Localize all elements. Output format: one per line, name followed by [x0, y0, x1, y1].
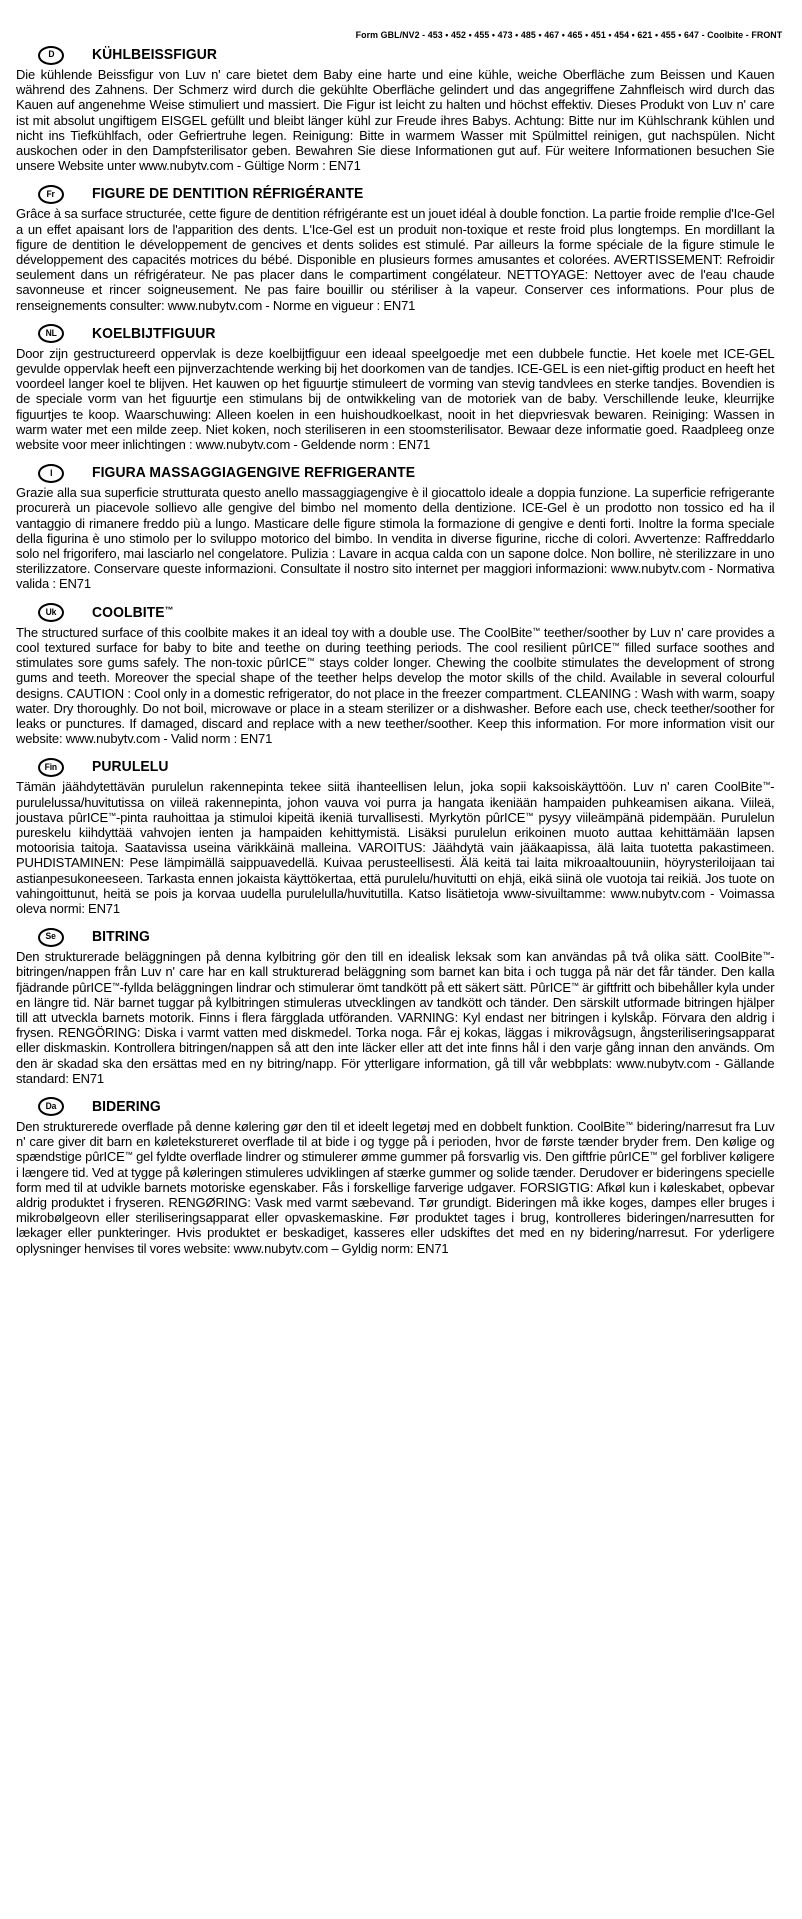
section-title: COOLBITE™ [92, 604, 174, 621]
trademark-icon: ™ [111, 980, 120, 990]
country-badge-netherlands-icon [38, 324, 64, 343]
trademark-icon: ™ [532, 626, 541, 636]
country-badge-united-kingdom-icon [38, 603, 64, 622]
country-badge-france-icon [38, 185, 64, 204]
country-code-label: Se [45, 931, 57, 943]
section-header [16, 756, 786, 778]
language-section-denmark [16, 1096, 786, 1256]
trademark-icon: ™ [164, 604, 174, 615]
country-badge-italy-icon [38, 464, 64, 483]
country-badge-sweden-icon [38, 928, 64, 947]
section-title: BITRING [92, 929, 150, 946]
trademark-icon: ™ [525, 811, 534, 821]
section-body-text: Grazie alla sua superficie strutturata questo anello massaggiagengive è il giocattolo ideale a doppia funzione. La superficie refrigerante procurerà un piacevole sollievo alle gengive del bimbo nel momento della dentizione. ICE-Gel è un prodotto non tossico ed ha il vantaggio di rimanere freddo più a lungo. Masticare delle figure stimola la formazione di gengive e denti forti. Inoltre la forma speciale della figurina è uno stimolo per lo sviluppo motorico del bimbo. In vendita in diverse figurine, ricche di colori. Avvertenze: Raffreddarlo solo nel frigorifero, mai lasciarlo nel congelatore. Pulizia : Lavare in acqua calda con un sapone dolce. Non bollire, nè sterilizzare in uno sterilizzatore. Conservare queste informazioni. Consultate il nostro sito internet per maggiori informazioni: www.nubytv.com - Normativa valida : EN71 [16, 485, 775, 592]
language-section-finland [16, 756, 786, 916]
section-title: KÜHLBEISSFIGUR [92, 47, 218, 63]
language-section-germany [16, 44, 786, 173]
form-code-line: Form GBL/NV2 - 453 • 452 • 455 • 473 • 485 • 467 • 465 • 451 • 454 • 621 • 455 • 647 - Coolbite - FRONT [355, 30, 783, 41]
section-header [16, 1096, 786, 1118]
country-badge-denmark-icon [38, 1097, 64, 1116]
section-title: BIDERING [92, 1098, 161, 1115]
trademark-icon: ™ [762, 950, 771, 960]
country-code-label: Fin [44, 761, 58, 773]
trademark-icon: ™ [108, 811, 116, 821]
country-code-label: Fr [46, 188, 56, 200]
section-body-text: Den strukturerade beläggningen på denna kylbitring gör den till en idealisk leksak som kan användas på två olika sätt. CoolBite™-bitringen/nappen från Luv n' care har en kall strukturerad beläggning som barnet kan bita i och tugga på när det får tänder. Den kalla fjädrande pûrICE™-fyllda beläggningen lindrar och stimulerar ömt tandkött på ett säkert sätt. PûrICE™ är giftfritt och bibehåller kyla under en längre tid. När barnet tuggar på kylbitringen stimuleras utvecklingen av tandkött och tänder. Den särskilt utformade bitringen hjälper till att utveckla barnets motorik. Finns i flera färgglada utföranden. VARNING: Kyl endast ner bitringen i kylskåp. Förvara den aldrig i frysen. RENGÖRING: Diska i varmt vatten med diskmedel. Torka noga. Får ej kokas, läggas i mikrovågsugn, ångsteriliseringsapparat eller diskmaskin. Kontrollera bitringen/nappen så att den inte läcker eller att det inte finns hål i den varje gång innan den används. Om den är skadad ska den ersättas med en ny bitring/napp. För ytterligare information, gå till vår webbplats: www.nubytv.com - Gällande standard: EN71 [16, 949, 775, 1086]
trademark-icon: ™ [762, 780, 771, 790]
section-title: PURULELU [92, 759, 169, 776]
section-body-text: The structured surface of this coolbite makes it an ideal toy with a double use. The CoolBite™ teether/soother by Luv n' care provides a cool textured surface for baby to bite and teethe on during teething periods. The cool resilient pûrICE™ filled surface soothes and stimulates sore gums safely. The non-toxic pûrICE™ stays colder longer. Chewing the coolbite stimulates the development of strong gums and teeth. Moreover the special shape of the teether helps develop the motor skills of the child. Available in several colourful designs. CAUTION : Cool only in a domestic refrigerator, do not place in the freezer compartment. CLEANING : Wash with warm, soapy water. Dry thoroughly. Do not boil, microwave or place in a steam sterilizer or a dishwasher. Before each use, check teether/soother for leaks or punctures. If damaged, discard and replace with a new teether/soother. Keep this information. For more information visit our website: www.nubytv.com - Valid norm : EN71 [16, 624, 775, 747]
section-body-text: Door zijn gestructureerd oppervlak is deze koelbijtfiguur een ideaal speelgoedje met een dubbele functie. Het koele met ICE-GEL gevulde oppervlak heeft een pijnverzachtende werking bij het doorkomen van de tandjes. ICE-GEL is een niet-giftig product en heeft het voordeel langer koel te blijven. Het kauwen op het figuurtje stimuleert de vorming van stevig tandvlees en sterke tandjes. Bovendien is de speciale vorm van het figuurtje een stimulans bij de ontwikkeling van de motoriek van de baby. Verschillende leuke, kleurrijke figuurtjes te koop. Waarschuwing: Alleen koelen in een huishoudkoelkast, nooit in het diepvriesvak bewaren. Reiniging: Wassen in warm water met een milde zeep. Niet koken, noch steriliseren in een stoomsterilisator. Bewaar deze informatie goed. Raadpleeg onze website voor meer inlichtingen : www.nubytv.com - Geldende norm : EN71 [16, 345, 775, 453]
trademark-icon: ™ [611, 641, 620, 651]
trademark-icon: ™ [625, 1120, 633, 1130]
language-section-italy [16, 462, 786, 591]
section-title: KOELBIJTFIGUUR [92, 325, 216, 342]
country-code-label: Da [45, 1101, 57, 1113]
trademark-icon: ™ [306, 656, 315, 666]
language-section-sweden [16, 926, 786, 1086]
trademark-icon: ™ [570, 980, 579, 990]
country-badge-germany-icon [38, 46, 64, 65]
trademark-icon: ™ [649, 1150, 658, 1160]
country-code-label: NL [45, 328, 57, 340]
section-body-text: Den strukturerede overflade på denne kølering gør den til et ideelt legetøj med en dobbelt funktion. CoolBite™ bidering/narresut fra Luv n' care giver dit barn en køletekstureret overflade til at bide i og tygge på i perioden, hvor de første tænder bryder frem. Den kølige og spændstige pûrICE™ gel fyldte overflade lindrer og stimulerer ømme gummer på forsvarlig vis. Den giftfrie pûrICE™ gel forbliver køligere i længere tid. Ved at tygge på køleringen stimuleres udviklingen af stærke gummer og solide tænder. Derudover er bideringens specielle form med til at udvikle barnets motoriske egenskaber. Fås i forskellige farverige udgaver. FORSIGTIG: Afkøl kun i køleskabet, opbevar aldrig produktet i fryseren. RENGØRING: Vask med varmt sæbevand. Tør grundigt. Bideringen må ikke koges, dampes eller bruges i mikrobølgeovn eller steriliseringsapparat eller opvaskemaskine. Før produktet tages i brug, kontrolleres bideringen/narresutten for lækager eller punkteringer. Hvis produktet er beskadiget, kasseres eller udskiftes det med en ny bidering/narresut. For yderligere oplysninger henvises til vores website: www.nubytv.com – Gyldig norm: EN71 [16, 1118, 775, 1256]
section-body-text: Grâce à sa surface structurée, cette figure de dentition réfrigérante est un jouet idéal à double fonction. La partie froide remplie d'Ice-Gel a un effet apaisant lors de l'apparition des dents. L'Ice-Gel est un produit non-toxique et reste froid plus longtemps. En mordillant la figure de dentition le développement de gencives et dents solides est stimulé. Par ailleurs la forme spéciale de la figure stimule le développement des capacités motrices du bébé. Disponible en plusieurs formes amusantes et colorées. AVERTISSEMENT: Refroidir seulement dans un réfrigérateur. Ne pas placer dans le compartiment congélateur. NETTOYAGE: Nettoyer avec de l'eau chaude savonneuse et rincer soigneusement. Ne pas faire bouillir ou stériliser à la vapeur. Conserver ces informations. Pour plus de renseignements consulter: www.nubytv.com - Norme en vigueur : EN71 [16, 206, 775, 313]
section-body-text: Tämän jäähdytettävän purulelun rakennepinta tekee siitä ihanteellisen lelun, joka sopii kaksoiskäyttöön. Luv n' caren CoolBite™-purulelussa/huvitutissa on viileä rakennepinta, johon vauva voi purra ja hangata ikeniään hampaiden puhkeamisen aikana. Viileä, joustava pûrICE™-pinta rauhoittaa ja stimuloi kipeitä ikeniä turvallisesti. Myrkytön pûrICE™ pysyy viileämpänä pidempään. Purulelun pureskelu kiihdyttää vahvojen ienten ja hampaiden kehittymistä. Lisäksi purulelun erikoinen muoto auttaa kehittämään lapsen motoorisia taitoja. Saatavissa useina värikkäinä malleina. VAROITUS: Jäähdytä vain jääkaapissa, älä laita tuotetta pakastimeen. PUHDISTAMINEN: Pese lämpimällä saippuavedellä. Kuivaa perusteellisesti. Älä keitä tai laita mikroaaltouuniin, höyrysteriloijaan tai astianpesukoneeseen. Tarkasta ennen jokaista käyttökertaa, että purulelu/huvitutti on ehjä, eikä siinä ole vuotoja tai reikiä. Jos tuote on vahingoittunut, heitä se pois ja korvaa uudella purulelulla/huvitutilla. Katso lisätietoja www-sivuiltamme: www.nubytv.com - Voimassa oleva normi: EN71 [16, 779, 775, 916]
section-header [16, 926, 786, 948]
country-code-label: Uk [45, 606, 57, 618]
language-section-france [16, 183, 786, 312]
section-body-text: Die kühlende Beissfigur von Luv n' care bietet dem Baby eine harte und eine kühle, weiche Oberfläche zum Beissen und Kauen während des Zahnens. Der Schmerz wird durch die gekühlte Oberfläche gelindert und das angegriffene Zahnfleisch wird durch das Kauen auf angenehme Weise stimuliert und massiert. Die Figur ist leicht zu halten und höchst effektiv. Dieses Produkt von Luv n' care ist mit absolut ungiftigem EISGEL gefüllt und bleibt länger kühl zur Freude ihres Babys. Achtung: Bitte nur im Kühlschrank kühlen und nicht ins Tiefkühlfach, oder Gefriertruhe legen. Reinigung: Bitte in warmem Wasser mit Spülmittel reinigen, gut nachspülen. Nicht auskochen oder in den Dampfsterilisator geben. Bewahren Sie diese Informationen gut auf. Für weitere Informationen besuchen Sie unsere Website unter www.nubytv.com - Gültige Norm : EN71 [16, 67, 775, 174]
section-header [16, 602, 786, 624]
language-section-united-kingdom [16, 602, 786, 747]
country-code-label: I [49, 467, 53, 479]
language-section-netherlands [16, 323, 786, 452]
section-header [16, 183, 786, 205]
section-title: FIGURE DE DENTITION RÉFRIGÉRANTE [92, 186, 364, 203]
trademark-icon: ™ [124, 1150, 133, 1160]
section-header [16, 323, 786, 345]
section-header [16, 462, 786, 484]
country-badge-finland-icon [38, 758, 64, 777]
country-code-label: D [47, 49, 54, 61]
section-title: FIGURA MASSAGGIAGENGIVE REFRIGERANTE [92, 465, 416, 482]
section-header [16, 44, 786, 66]
language-sections-list [16, 44, 786, 1256]
